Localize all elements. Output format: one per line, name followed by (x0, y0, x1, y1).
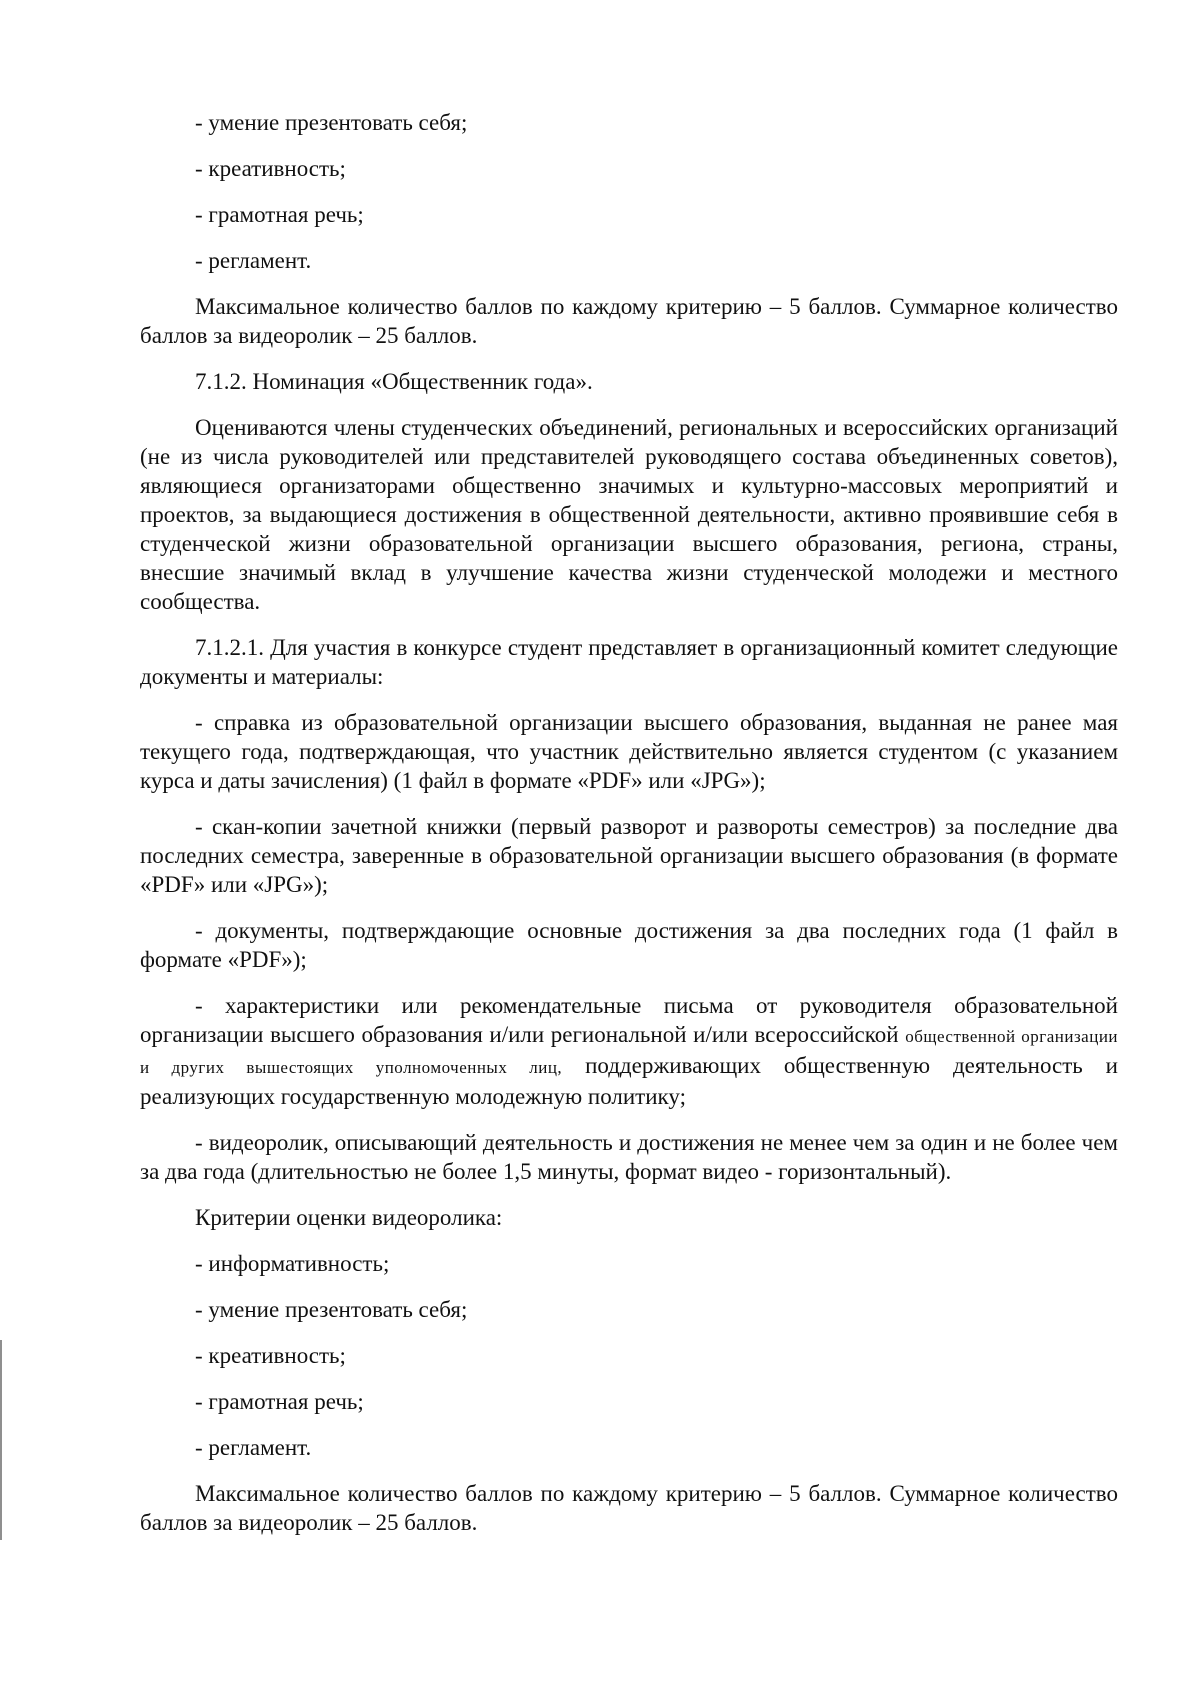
max-score-paragraph: Максимальное количество баллов по каждому критерию – 5 баллов. Суммарное количество баллов за видеоролик – 25 баллов. (140, 294, 1118, 348)
list-item: - умение презентовать себя; (195, 1297, 468, 1322)
documents-intro: 7.1.2.1. Для участия в конкурсе студент представляет в организационный комитет следующие документы и материалы: (140, 635, 1118, 689)
document-certificate: - справка из образовательной организации высшего образования, выданная не ранее мая текущего года, подтверждающая, что участник действительно является студентом (с указанием курса и даты зачисления) (1 файл в формате «PDF» или «JPG»); (140, 710, 1118, 793)
document-achievements: - документы, подтверждающие основные достижения за два последних года (1 файл в формате «PDF»); (140, 918, 1118, 972)
list-item: - регламент. (195, 1435, 312, 1460)
max-score-paragraph-final: Максимальное количество баллов по каждому критерию – 5 баллов. Суммарное количество баллов за видеоролик – 25 баллов. (140, 1481, 1118, 1535)
recommendations-text-3: поддерживающих общественную деятельность и реализующих государственную молодежную политику; (140, 1053, 1118, 1109)
list-item: - умение презентовать себя; (195, 110, 468, 135)
document-page (140, 108, 1118, 1554)
list-item: - креативность; (195, 156, 346, 181)
document-record-book: - скан-копии зачетной книжки (первый разворот и развороты семестров) за последние два последних семестра, заверенные в образовательной организации высшего образования (в формате «PDF» или «JPG»); (140, 814, 1118, 897)
list-item: - креативность; (195, 1343, 346, 1368)
list-item: - грамотная речь; (195, 1389, 364, 1414)
nomination-heading: 7.1.2. Номинация «Общественник года». (195, 369, 593, 394)
scan-edge-mark (0, 1340, 2, 1540)
nomination-description: Оцениваются члены студенческих объединений, региональных и всероссийских организаций (не из числа руководителей или представителей руководящего состава объединенных советов), являющиеся организаторами общественно значимых и культурно-массовых мероприятий и проектов, за выдающиеся достижения в общественной деятельности, активно проявившие себя в студенческой жизни образовательной организации высшего образования, региона, страны, внесшие значимый вклад в улучшение качества жизни студенческой молодежи и местного сообщества. (140, 415, 1118, 614)
criteria-heading: Критерии оценки видеоролика: (195, 1205, 503, 1230)
document-video: - видеоролик, описывающий деятельность и достижения не менее чем за один и не более чем за два года (длительностью не более 1,5 минуты, формат видео - горизонтальный). (140, 1130, 1118, 1184)
recommendations-text-1: - характеристики или рекомендательные письма от руководителя образовательной организации высшего образования и/или региональной и/или всероссийской (140, 993, 1118, 1047)
list-item: - грамотная речь; (195, 202, 364, 227)
document-recommendations (140, 991, 1118, 1111)
recommendations-text-2: общественной организации и других вышестоящих уполномоченных лиц, (140, 1027, 1119, 1077)
list-item: - информативность; (195, 1251, 390, 1276)
list-item: - регламент. (195, 248, 312, 273)
